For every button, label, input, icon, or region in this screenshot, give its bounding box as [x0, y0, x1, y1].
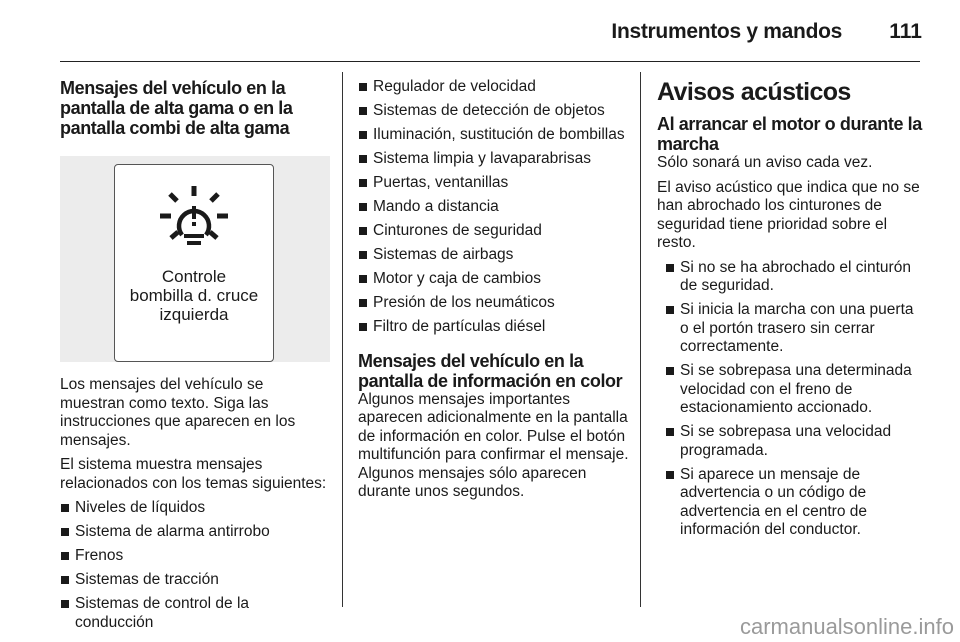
page-header: [0, 0, 960, 62]
column-3: [657, 78, 923, 550]
topic-list: [60, 499, 328, 632]
list-item: Regulador de velocidad: [358, 78, 630, 97]
section-title-acoustic-warnings: Avisos acústicos: [657, 78, 851, 106]
header-divider: [60, 61, 920, 62]
display-text-line: Controle: [161, 267, 227, 286]
subheading-engine-start: Al arrancar el motor o durante la marcha: [657, 114, 922, 154]
list-item: Si aparece un mensaje de advertencia o un código de advertencia en el centro de información del conductor.: [665, 466, 923, 540]
display-text-line: izquierda: [159, 305, 229, 324]
watermark: carmanualsonline.info: [739, 614, 954, 639]
paragraph: Algunos mensajes importantes aparecen adicionalmente en la pantalla de información en color. Pulse el botón multifunción para confirmar el mensaje. Algunos mensajes sólo aparecen durante unos segundos.: [358, 390, 629, 500]
list-item: Sistema de alarma antirrobo: [60, 523, 328, 542]
list-item: Sistemas de control de la conducción: [60, 595, 328, 632]
column-2: [358, 78, 630, 508]
paragraph: El aviso acústico que indica que no se han abrochado los cinturones de seguridad tiene prioridad sobre el resto.: [657, 178, 920, 251]
section-heading-display-messages: Mensajes del vehículo en la pantalla de alta gama o en la pantalla combi de alta gama: [60, 78, 293, 138]
paragraph: Los mensajes del vehículo se muestran como texto. Siga las instrucciones que aparecen en los mensajes.: [60, 376, 296, 449]
section-title: Instrumentos y mandos: [611, 20, 842, 43]
list-item: Si se sobrepasa una velocidad programada.: [665, 423, 923, 460]
section-heading-color-display: Mensajes del vehículo en la pantalla de información en color: [358, 350, 623, 391]
bulb-warning-icon: [157, 183, 231, 249]
list-item: Cinturones de seguridad: [358, 222, 630, 241]
list-item: Si se sobrepasa una determinada velocidad con el freno de estacionamiento accionado.: [665, 362, 923, 418]
page-number: 111: [889, 20, 922, 43]
list-item: Si inicia la marcha con una puerta o el portón trasero sin cerrar correctamente.: [665, 301, 923, 357]
column-divider-1: [342, 72, 343, 607]
list-item: Puertas, ventanillas: [358, 174, 630, 193]
list-item: Niveles de líquidos: [60, 499, 328, 518]
list-item: Presión de los neumáticos: [358, 294, 630, 313]
warning-display-panel: [114, 164, 274, 362]
list-item: Mando a distancia: [358, 198, 630, 217]
column-divider-2: [640, 72, 641, 607]
list-item: Motor y caja de cambios: [358, 270, 630, 289]
paragraph: Sólo sonará un aviso cada vez.: [657, 154, 873, 171]
list-item: Si no se ha abrochado el cinturón de seguridad.: [665, 259, 923, 296]
list-item: Sistema limpia y lavaparabrisas: [358, 150, 630, 169]
display-illustration: [60, 156, 330, 362]
display-text-line: bombilla d. cruce: [129, 286, 259, 305]
warning-conditions-list: [657, 259, 923, 540]
paragraph: El sistema muestra mensajes relacionados con los temas siguientes:: [60, 456, 327, 492]
list-item: Sistemas de tracción: [60, 571, 328, 590]
list-item: Frenos: [60, 547, 328, 566]
list-item: Sistemas de airbags: [358, 246, 630, 265]
list-item: Sistemas de detección de objetos: [358, 102, 630, 121]
column-1: [60, 78, 328, 642]
list-item: Filtro de partículas diésel: [358, 318, 630, 337]
topic-list-continued: [358, 78, 630, 337]
list-item: Iluminación, sustitución de bombillas: [358, 126, 630, 145]
